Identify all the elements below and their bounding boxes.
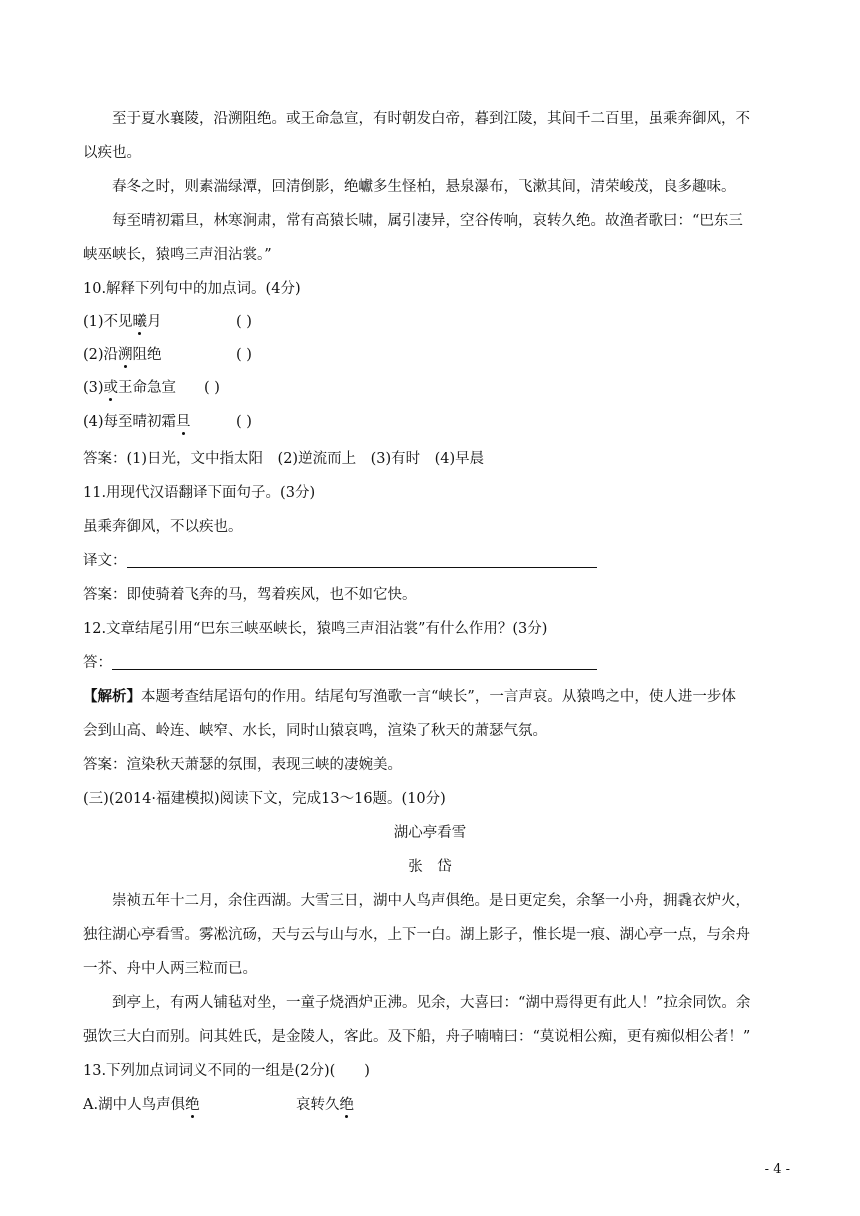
q12-title: 12.文章结尾引用“巴东三峡巫峡长，猿鸣三声泪沾裳”有什么作用？(3分) — [83, 621, 548, 637]
q13-option-a-dotted-word: 绝 — [185, 1097, 200, 1113]
q11-title: 11.用现代汉语翻译下面句子。(3分) — [83, 485, 316, 501]
analysis-text: 本题考查结尾语句的作用。结尾句写渔歌一言“峡长”，一言声哀。从猿鸣之中，使人进一步体 — [141, 689, 736, 705]
q10-item-1-dotted-word: 曦 — [132, 314, 148, 330]
q10-item-4-blank: ( ) — [236, 414, 252, 430]
passage-p2-line1: 春冬之时，则素湍绿潭，回清倒影，绝巘多生怪柏，悬泉瀑布，飞漱其间，清荣峻茂，良多趣味。 — [112, 179, 736, 195]
q13-option-a — [83, 1095, 200, 1115]
q12-answer-line — [112, 655, 597, 670]
q10-item-1 — [83, 312, 162, 332]
q11-answer: 答案：即使骑着飞奔的马，驾着疾风，也不如它快。 — [83, 587, 417, 603]
essay-p2-line1: 到亭上，有两人铺毡对坐，一童子烧酒炉正沸。见余，大喜曰：“湖中焉得更有此人！”拉余同饮。余 — [112, 995, 751, 1011]
q10-item-2-pre: (2)沿 — [83, 347, 119, 363]
q10-item-2-blank: ( ) — [236, 347, 252, 363]
q10-item-4 — [83, 412, 191, 432]
essay-p1-line2: 独往湖心亭看雪。雾凇沆砀，天与云与山与水，上下一白。湖上影子，惟长堤一痕、湖心亭一点，与余舟 — [83, 927, 750, 943]
q10-item-2-post: 阻绝 — [132, 347, 162, 363]
passage-p1-line1: 至于夏水襄陵，沿溯阻绝。或王命急宣，有时朝发白帝，暮到江陵，其间千二百里，虽乘奔御风，不 — [112, 111, 750, 127]
q11-translation-field — [83, 551, 597, 571]
q10-item-1-pre: (1)不见 — [83, 314, 133, 330]
q13-option-a-compare-dotted-word: 绝 — [339, 1097, 354, 1113]
q10-item-3-post: 王命急宣 — [118, 380, 177, 396]
section3-intro: (三)(2014·福建模拟)阅读下文，完成13～16题。(10分) — [83, 791, 446, 807]
q10-item-2-dotted-word: 溯 — [118, 347, 133, 363]
q10-item-3-blank: ( ) — [204, 380, 220, 396]
q13-title: 13.下列加点词词义不同的一组是(2分)( ) — [83, 1063, 370, 1079]
q10-item-3-dotted-word: 或 — [103, 380, 119, 396]
q10-item-4-pre: (4)每至晴初霜 — [83, 414, 177, 430]
q10-answer: 答案：(1)日光，文中指太阳 (2)逆流而上 (3)有时 (4)早晨 — [83, 451, 485, 467]
q11-translation-label: 译文： — [83, 553, 127, 569]
q10-title: 10.解释下列句中的加点词。(4分) — [83, 281, 301, 297]
q12-answer-label: 答： — [83, 655, 112, 671]
q11-sentence: 虽乘奔御风，不以疾也。 — [83, 519, 243, 535]
q10-item-2 — [83, 345, 162, 365]
q10-item-1-blank: ( ) — [236, 314, 252, 330]
passage-p3-line2: 峡巫峡长，猿鸣三声泪沾裳。” — [83, 247, 272, 263]
essay-title: 湖心亭看雪 — [393, 825, 467, 841]
essay-p1-line1: 崇祯五年十二月，余住西湖。大雪三日，湖中人鸟声俱绝。是日更定矣，余拏一小舟，拥毳衣炉火， — [112, 893, 750, 909]
q12-answer-field — [83, 653, 597, 673]
q13-option-a-compare-pre: 哀转久 — [296, 1097, 340, 1113]
q13-option-a-compare — [296, 1095, 354, 1115]
q10-item-3 — [83, 378, 176, 398]
q10-item-3-pre: (3) — [83, 380, 104, 396]
q12-analysis-line1 — [83, 687, 736, 707]
page-number: - 4 - — [764, 1162, 790, 1177]
passage-p3-line1: 每至晴初霜旦，林寒涧肃，常有高猿长啸，属引凄异，空谷传响，哀转久绝。故渔者歌曰：“巴东三 — [112, 213, 743, 229]
essay-p1-line3: 一芥、舟中人两三粒而已。 — [83, 961, 257, 977]
q13-option-a-pre: A.湖中人鸟声俱 — [83, 1097, 186, 1113]
q12-analysis-line2: 会到山高、岭连、峡窄、水长，同时山猿哀鸣，渲染了秋天的萧瑟气氛。 — [83, 723, 547, 739]
q10-item-4-dotted-word: 旦 — [176, 414, 191, 430]
q10-item-1-post: 月 — [147, 314, 162, 330]
analysis-tag: 【解析】 — [83, 688, 141, 705]
essay-p2-line2: 强饮三大白而别。问其姓氏，是金陵人，客此。及下船，舟子喃喃曰：“莫说相公痴，更有痴似相公者！” — [83, 1029, 751, 1045]
passage-p1-line2: 以疾也。 — [83, 145, 141, 161]
q11-answer-line — [127, 553, 597, 568]
q12-answer: 答案：渲染秋天萧瑟的氛围，表现三峡的凄婉美。 — [83, 757, 402, 773]
essay-author: 张 岱 — [408, 859, 452, 875]
